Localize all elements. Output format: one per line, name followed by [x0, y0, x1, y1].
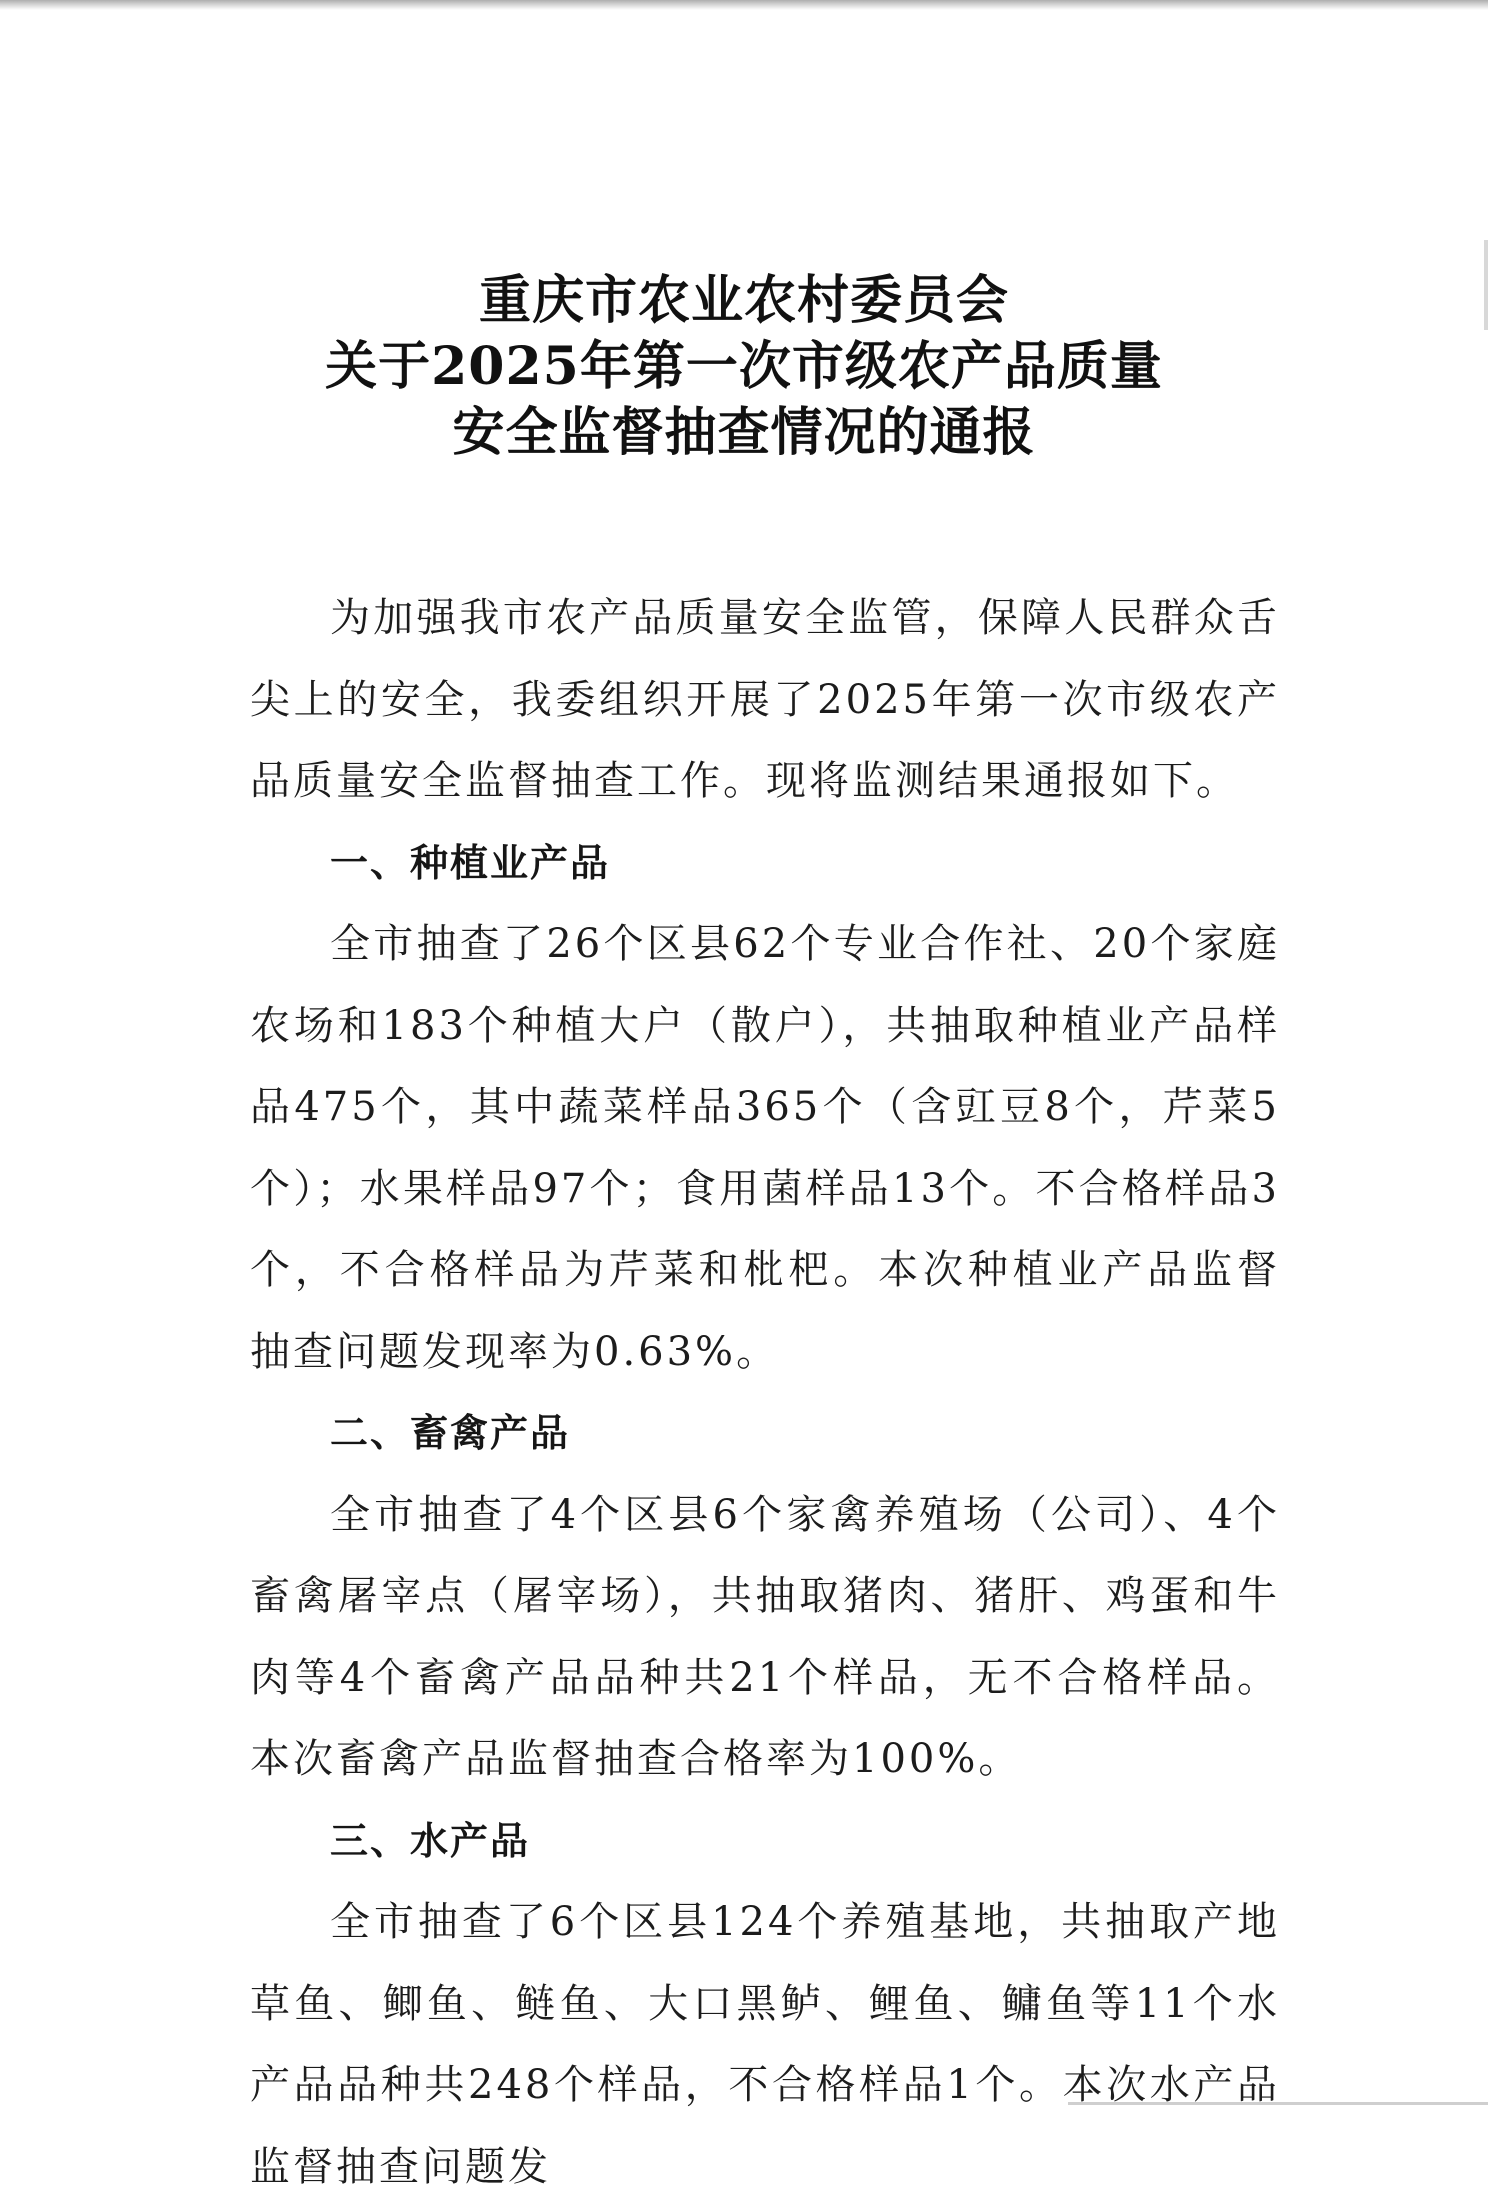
- title-line-1: 重庆市农业农村委员会: [478, 270, 1009, 331]
- title-line-2: 关于2025年第一次市级农产品质量: [325, 336, 1163, 397]
- section-text-aquatic: 全市抽查了6个区县124个养殖基地，共抽取产地草鱼、鲫鱼、鲢鱼、大口黑鲈、鲤鱼、鳙鱼等11个水产品品种共248个样品，不合格样品1个。本次水产品监督抽查问题发: [250, 1899, 1280, 2190]
- title-line-3: 安全监督抽查情况的通报: [452, 402, 1036, 463]
- section-text-planting: 全市抽查了26个区县62个专业合作社、20个家庭农场和183个种植大户（散户），共抽取种植业产品样品475个，其中蔬菜样品365个（含豇豆8个，芹菜5个）；水果样品97个；食用菌样品13个。不合格样品3个，不合格样品为芹菜和枇杷。本次种植业产品监督抽查问题发现率为0.63%。: [250, 921, 1280, 1375]
- section-heading-aquatic: 三、水产品: [330, 1818, 531, 1863]
- document-body: [250, 578, 1280, 2208]
- document-title: [0, 268, 1488, 466]
- intro-paragraph: 为加强我市农产品质量安全监管，保障人民群众舌尖上的安全，我委组织开展了2025年第一次市级农产品质量安全监督抽查工作。现将监测结果通报如下。: [250, 595, 1280, 804]
- section-heading-livestock: 二、畜禽产品: [330, 1411, 571, 1455]
- section-text-livestock: 全市抽查了4个区县6个家禽养殖场（公司）、4个畜禽屠宰点（屠宰场），共抽取猪肉、猪肝、鸡蛋和牛肉等4个畜禽产品品种共21个样品，无不合格样品。本次畜禽产品监督抽查合格率为100%。: [250, 1491, 1280, 1782]
- section-heading-planting: 一、种植业产品: [330, 840, 611, 885]
